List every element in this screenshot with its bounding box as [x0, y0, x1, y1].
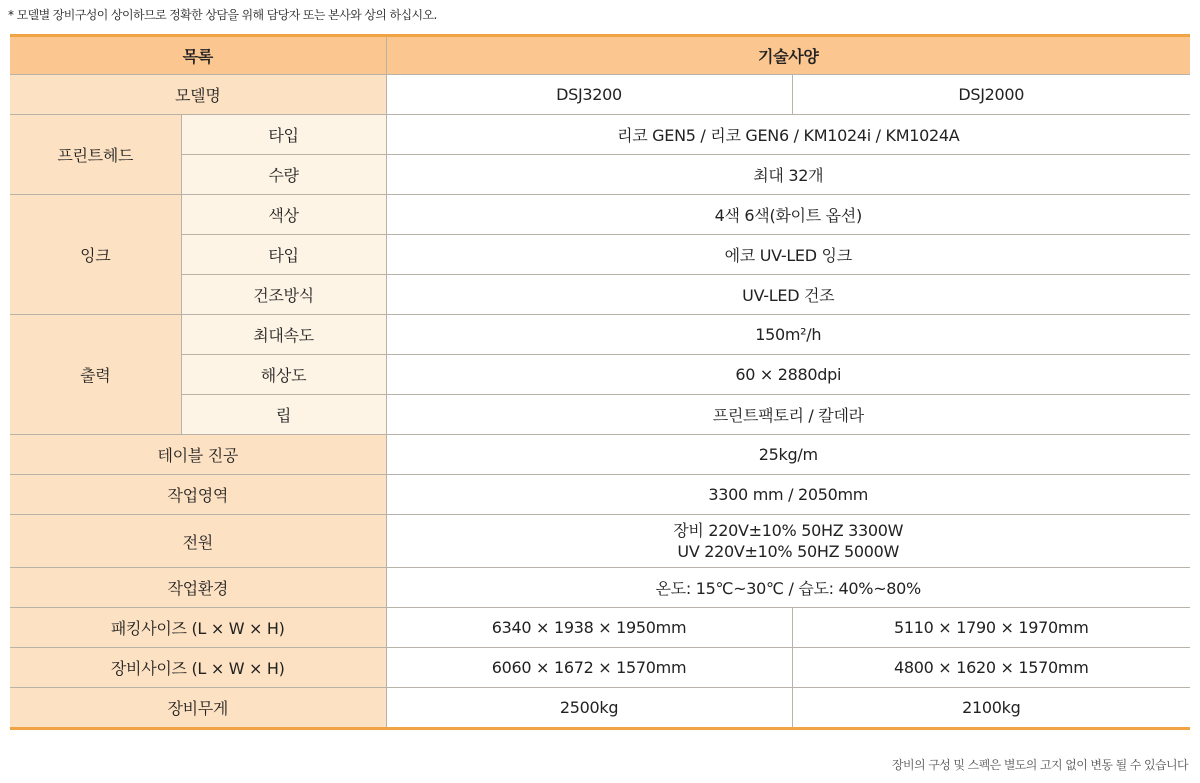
table-row	[10, 648, 1190, 688]
table-row	[10, 608, 1190, 648]
power-line-2: UV 220V±10% 50HZ 5000W	[677, 542, 900, 561]
ink-color-value: 4색 6색(화이트 옵션)	[386, 195, 1190, 235]
weight-dsj3200: 2500kg	[386, 688, 792, 729]
ink-label: 잉크	[10, 195, 181, 315]
printhead-type-label: 타입	[181, 115, 386, 155]
table-row	[10, 275, 1190, 315]
table-row	[10, 315, 1190, 355]
output-rip-label: 립	[181, 395, 386, 435]
table-row	[10, 395, 1190, 435]
printhead-qty-value: 최대 32개	[386, 155, 1190, 195]
top-note: * 모델별 장비구성이 상이하므로 정확한 상담을 위해 담당자 또는 본사와 상의 하십시오.	[8, 8, 437, 22]
ink-dry-label: 건조방식	[181, 275, 386, 315]
table-row	[10, 75, 1190, 115]
table-row	[10, 195, 1190, 235]
machine-size-dsj2000: 4800 × 1620 × 1570mm	[792, 648, 1190, 688]
table-row	[10, 355, 1190, 395]
power-label: 전원	[10, 515, 386, 568]
ink-type-value: 에코 UV-LED 잉크	[386, 235, 1190, 275]
weight-label: 장비무게	[10, 688, 386, 729]
model-label: 모델명	[10, 75, 386, 115]
table-row	[10, 515, 1190, 568]
bottom-note: 장비의 구성 및 스펙은 별도의 고지 없이 변동 될 수 있습니다	[892, 758, 1188, 772]
output-label: 출력	[10, 315, 181, 435]
power-value	[386, 515, 1190, 568]
printhead-label: 프린트헤드	[10, 115, 181, 195]
environment-value: 온도: 15℃~30℃ / 습도: 40%~80%	[386, 568, 1190, 608]
table-row	[10, 688, 1190, 729]
header-spec: 기술사양	[386, 36, 1190, 75]
vacuum-value: 25kg/m	[386, 435, 1190, 475]
table-header-row	[10, 36, 1190, 75]
weight-dsj2000: 2100kg	[792, 688, 1190, 729]
output-rip-value: 프린트팩토리 / 칼데라	[386, 395, 1190, 435]
vacuum-label: 테이블 진공	[10, 435, 386, 475]
power-line-1: 장비 220V±10% 50HZ 3300W	[673, 521, 904, 540]
table-row	[10, 435, 1190, 475]
table-row	[10, 115, 1190, 155]
table-row	[10, 155, 1190, 195]
table-row	[10, 568, 1190, 608]
packing-size-label: 패킹사이즈 (L × W × H)	[10, 608, 386, 648]
work-area-label: 작업영역	[10, 475, 386, 515]
printhead-type-value: 리코 GEN5 / 리코 GEN6 / KM1024i / KM1024A	[386, 115, 1190, 155]
packing-size-dsj3200: 6340 × 1938 × 1950mm	[386, 608, 792, 648]
model-dsj2000: DSJ2000	[792, 75, 1190, 115]
output-res-label: 해상도	[181, 355, 386, 395]
header-item: 목록	[10, 36, 386, 75]
environment-label: 작업환경	[10, 568, 386, 608]
machine-size-label: 장비사이즈 (L × W × H)	[10, 648, 386, 688]
output-res-value: 60 × 2880dpi	[386, 355, 1190, 395]
output-speed-value: 150m²/h	[386, 315, 1190, 355]
model-dsj3200: DSJ3200	[386, 75, 792, 115]
ink-color-label: 색상	[181, 195, 386, 235]
table-row	[10, 235, 1190, 275]
packing-size-dsj2000: 5110 × 1790 × 1970mm	[792, 608, 1190, 648]
ink-dry-value: UV-LED 건조	[386, 275, 1190, 315]
output-speed-label: 최대속도	[181, 315, 386, 355]
ink-type-label: 타입	[181, 235, 386, 275]
work-area-value: 3300 mm / 2050mm	[386, 475, 1190, 515]
spec-table	[10, 34, 1190, 730]
table-row	[10, 475, 1190, 515]
machine-size-dsj3200: 6060 × 1672 × 1570mm	[386, 648, 792, 688]
printhead-qty-label: 수량	[181, 155, 386, 195]
